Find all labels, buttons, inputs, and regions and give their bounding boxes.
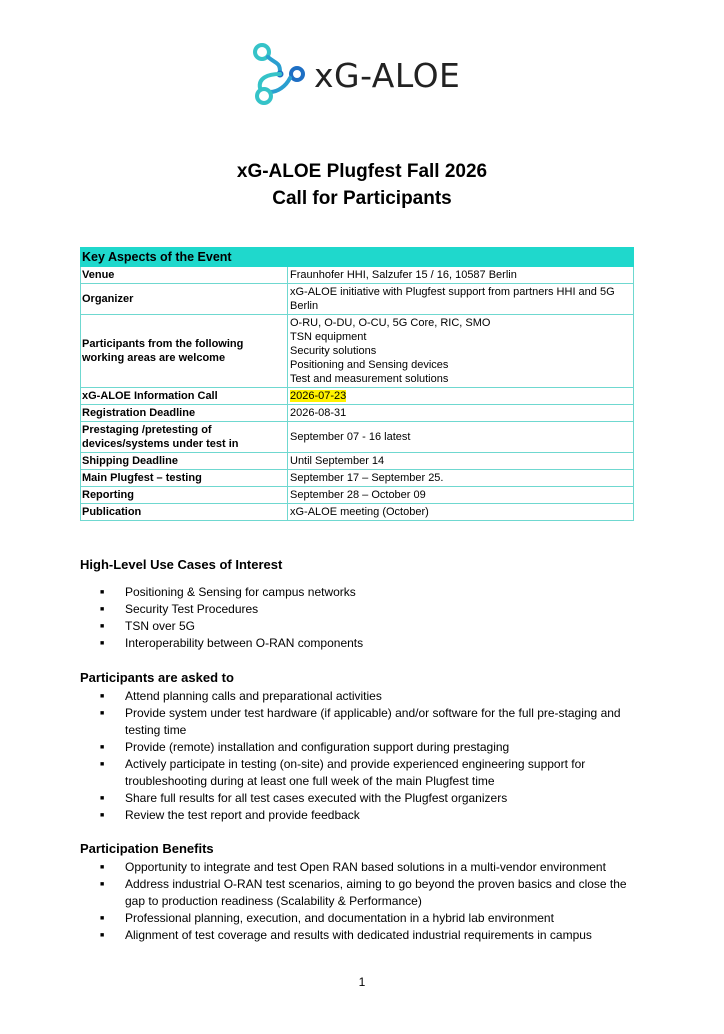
row-value: September 28 – October 09	[288, 487, 634, 504]
logo	[250, 40, 460, 110]
row-label: Reporting	[81, 487, 288, 504]
info-call-date: 2026-07-23	[290, 390, 347, 402]
row-value: xG-ALOE meeting (October)	[288, 504, 634, 521]
logo-text: xG-ALOE	[314, 55, 461, 95]
row-label: Publication	[81, 504, 288, 521]
table-row	[81, 470, 634, 487]
row-value: Fraunhofer HHI, Salzufer 15 / 16, 10587 Berlin	[288, 267, 634, 284]
row-label: Registration Deadline	[81, 405, 288, 422]
key-aspects-table	[80, 247, 634, 521]
table-row	[81, 267, 634, 284]
table-row	[81, 405, 634, 422]
participants-heading: Participants are asked to	[80, 670, 234, 685]
row-label: Shipping Deadline	[81, 453, 288, 470]
row-label: Venue	[81, 267, 288, 284]
row-label: Participants from the following working areas are welcome	[81, 315, 288, 388]
list-item: ■ Provide (remote) installation and configuration support during prestaging	[100, 739, 640, 756]
table-row	[81, 284, 634, 315]
page-number: 1	[358, 975, 366, 989]
benefits-list	[100, 859, 640, 944]
use-cases-heading: High-Level Use Cases of Interest	[80, 557, 283, 572]
document-title: xG-ALOE Plugfest Fall 2026	[236, 161, 488, 182]
list-item: ■ TSN over 5G	[100, 618, 640, 635]
row-value: 2026-08-31	[288, 405, 634, 422]
list-item: ■ Opportunity to integrate and test Open RAN based solutions in a multi-vendor environment	[100, 859, 640, 876]
row-label: Main Plugfest – testing	[81, 470, 288, 487]
list-item: ■ Share full results for all test cases executed with the Plugfest organizers	[100, 790, 640, 807]
row-value-line: TSN equipment	[290, 331, 367, 343]
list-item: ■ Alignment of test coverage and results with dedicated industrial requirements in campus	[100, 927, 640, 944]
row-value-line: O-RU, O-DU, O-CU, 5G Core, RIC, SMO	[290, 317, 491, 329]
row-label: Prestaging /pretesting of devices/systems under test in	[81, 422, 288, 453]
row-value-line: Positioning and Sensing devices	[290, 359, 449, 371]
table-row	[81, 315, 634, 388]
list-item: ■ Interoperability between O-RAN components	[100, 635, 640, 652]
row-value	[288, 315, 634, 388]
list-item: ■ Attend planning calls and preparational activities	[100, 688, 640, 705]
table-header: Key Aspects of the Event	[81, 248, 634, 267]
list-item: ■ Security Test Procedures	[100, 601, 640, 618]
row-value: Until September 14	[288, 453, 634, 470]
use-cases-list	[100, 584, 640, 652]
list-item: ■ Positioning & Sensing for campus networks	[100, 584, 640, 601]
benefits-heading: Participation Benefits	[80, 841, 214, 856]
table-row	[81, 453, 634, 470]
participants-list	[100, 688, 640, 824]
row-label: xG-ALOE Information Call	[81, 388, 288, 405]
list-item: ■ Provide system under test hardware (if applicable) and/or software for the full pre-staging and testing time	[100, 705, 640, 739]
list-item: ■ Actively participate in testing (on-site) and provide experienced engineering support for troubleshooting during at least one full week of the main Plugfest time	[100, 756, 640, 790]
list-item: ■ Professional planning, execution, and documentation in a hybrid lab environment	[100, 910, 640, 927]
row-value-line: Security solutions	[290, 345, 377, 357]
list-item: ■ Review the test report and provide feedback	[100, 807, 640, 824]
table-row	[81, 504, 634, 521]
row-value: September 17 – September 25.	[288, 470, 634, 487]
table-row	[81, 487, 634, 504]
row-value-line: Test and measurement solutions	[290, 373, 449, 385]
table-row	[81, 388, 634, 405]
row-label: Organizer	[81, 284, 288, 315]
document-subtitle: Call for Participants	[272, 188, 452, 209]
list-item: ■ Address industrial O-RAN test scenarios, aiming to go beyond the proven basics and close the gap to production readiness (Scalability & Performance)	[100, 876, 640, 910]
table-row	[81, 422, 634, 453]
row-value: xG-ALOE initiative with Plugfest support from partners HHI and 5G Berlin	[288, 284, 634, 315]
xg-aloe-logo-icon	[250, 40, 312, 110]
row-value: September 07 - 16 latest	[288, 422, 634, 453]
